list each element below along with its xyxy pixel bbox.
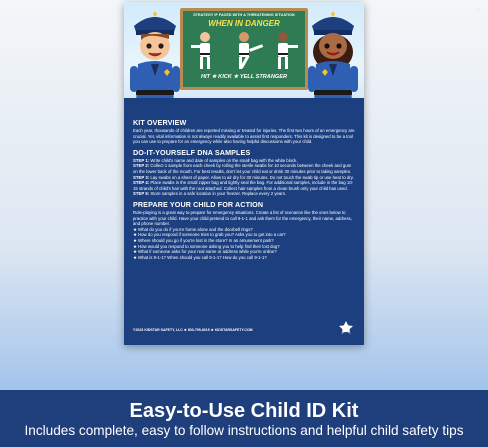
action-heading: PREPARE YOUR CHILD FOR ACTION	[133, 199, 264, 209]
step-text: Collect 1 sample from each cheek by rolling the sterile swabs for 10 seconds between the cheek and gum on the lower back of the mouth. For best results, don't let your child eat or drink 30 minutes prior to taking samples.	[133, 163, 352, 174]
board-slogan: HIT ★ KICK ★ YELL STRANGER	[201, 74, 287, 80]
action-text: Role-playing is a great way to prepare for emergency situations. Create a list of scenarios like the ones below to practice with your child. Have your child pretend to call 9-1-1 and ask them for the emergency, their name, address, and phone number.	[133, 209, 352, 227]
step-label: STEP 1:	[133, 157, 150, 163]
step-label: STEP 2:	[133, 163, 150, 169]
step-label: STEP 5:	[133, 191, 150, 197]
overview-heading: KIT OVERVIEW	[133, 118, 187, 127]
card-footer: ©2023 KIDSTAR SAFETY, LLC ★ 800-795-6015 ★ KIDSTARSAFETY.COM	[133, 328, 253, 332]
dna-step-5	[133, 191, 357, 197]
list-item: ★ Where should you go if you're lost in the store? In an amusement park?	[133, 237, 274, 243]
practice-questions	[133, 227, 357, 261]
list-item: ★ How do you respond if someone tries to grab you? Asks you to get into a car?	[133, 232, 286, 238]
hero-bottom-strip	[124, 98, 364, 114]
step-text: Lay swabs on a sheet of paper. Allow to air dry for 30 minutes. Do not touch the swab tip or use heat to dry.	[150, 174, 354, 180]
hero-illustration	[124, 2, 364, 114]
board-title: WHEN IN DANGER	[208, 19, 280, 28]
list-item: ★ What if someone asks for your real name or address while you're online?	[133, 249, 277, 255]
step-label: STEP 3:	[133, 174, 150, 180]
step-label: STEP 4:	[133, 180, 150, 186]
kit-instructions	[133, 116, 357, 260]
list-item: ★ How would you respond to someone asking you to help find their lost dog?	[133, 243, 280, 249]
dna-heading: DO-IT-YOURSELF DNA SAMPLES	[133, 147, 251, 157]
chalkboard	[180, 8, 308, 90]
step-text: Write child's name and date of samples on the small bag with the white block.	[150, 157, 298, 163]
logo-wordmark: KidStar Safety	[337, 331, 355, 334]
kidstar-logo	[336, 320, 356, 334]
kit-instruction-card	[124, 2, 364, 345]
dna-step-2	[133, 163, 357, 174]
board-strategy-text: STRATEGY IF FACED WITH A THREATENING SITUATION	[193, 13, 295, 17]
overview-text: Each year, thousands of children are reported missing or treated for injuries. The first two hours of an emergency are crucial. Yet, vital information is not always readily available to assist first responders. This kit is designed to be a tool you can use to prepare for an emergency while also having helpful discussions with your child.	[133, 128, 355, 145]
list-item: ★ What is 9-1-1? When should you call 9-1-1? How do you call 9-1-1?	[133, 254, 267, 260]
banner-title: Easy-to-Use Child ID Kit	[129, 400, 359, 422]
step-text: Store samples in a safe location in your freezer. Replace every 2 years.	[150, 191, 287, 197]
banner-subtitle: Includes complete, easy to follow instructions and helpful child safety tips	[24, 423, 464, 438]
corner-mark: ·	[476, 4, 480, 15]
step-text: Place swabs in the small zipper bag and tightly seal the bag. For additional samples, include in the bag 10-15 strands of child's hair with the root attached. Collect hair samples from a clean brush only your child has used.	[133, 180, 354, 191]
list-item: ★ What do you do if you're home alone and the doorbell rings?	[133, 226, 253, 232]
kids-action-figures	[183, 29, 305, 73]
dna-step-4	[133, 180, 357, 191]
